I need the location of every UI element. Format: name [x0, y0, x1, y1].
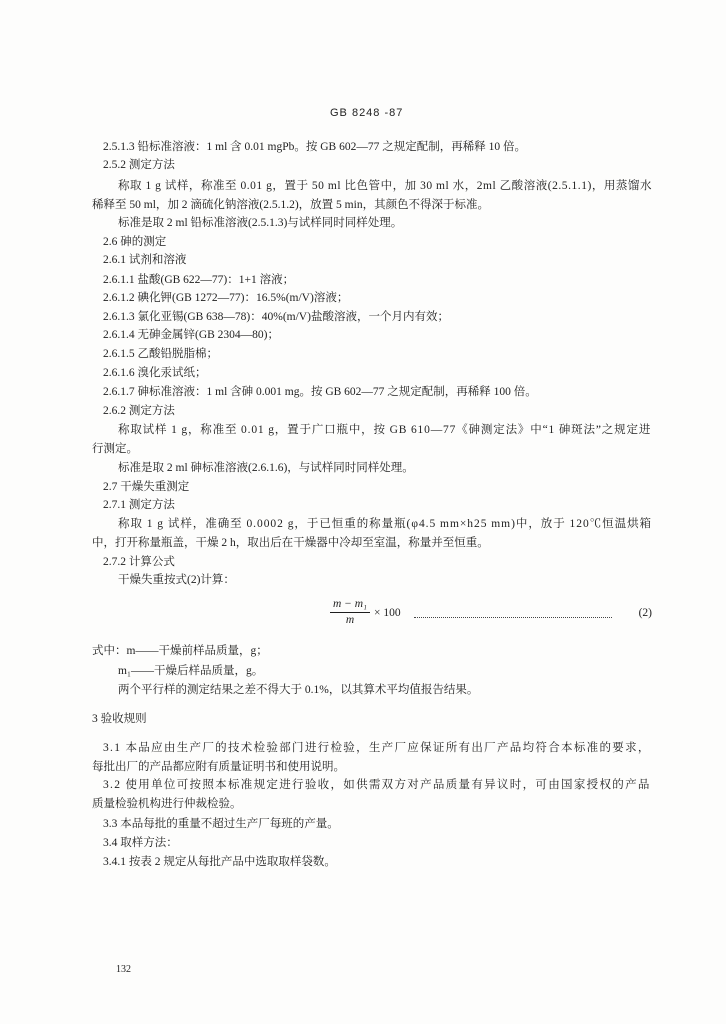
paragraph-line: 稀释至 50 ml，加 2 滴硫化钠溶液(2.5.1.2)，放置 5 min，其颜色不得深于标准。 [92, 199, 490, 211]
paragraph-line: 标准是取 2 ml 砷标准溶液(2.6.1.6)，与试样同时同样处理。 [118, 462, 414, 474]
reagent-item: 2.6.1.1 盐酸(GB 622—77)：1+1 溶液； [103, 274, 295, 286]
section-3-heading: 3 验收规则 [92, 713, 147, 725]
paragraph-line: 行测定。 [92, 443, 138, 455]
clause-2-6-2-heading: 2.6.2 测定方法 [103, 405, 175, 417]
paragraph-line: 称取 1 g 试样，称准至 0.01 g，置于 50 ml 比色管中，加 30 ml 水，2ml 乙酸溶液(2.5.1.1)，用蒸馏水 [118, 180, 652, 192]
reagent-item: 2.6.1.2 碘化钾(GB 1272—77)：16.5%(m/V)溶液； [103, 292, 349, 304]
leader-dots [414, 617, 612, 618]
clause-2-5-1-3: 2.5.1.3 铅标准溶液：1 ml 含 0.01 mgPb。按 GB 602—77 之规定配制，再稀释 10 倍。 [103, 141, 526, 153]
paragraph-line: 两个平行样的测定结果之差不得大于 0.1%，以其算术平均值报告结果。 [118, 684, 479, 696]
reagent-item: 2.6.1.4 无砷金属锌(GB 2304—80)； [103, 329, 280, 341]
clause-line: 3.4.1 按表 2 规定从每批产品中选取取样袋数。 [103, 856, 336, 868]
reagent-item: 2.6.1.5 乙酸铅脱脂棉； [103, 348, 218, 360]
clause-paragraph-line: 每批出厂的产品都应附有质量证明书和使用说明。 [92, 761, 345, 773]
section-2-7-heading: 2.7 干燥失重测定 [103, 481, 190, 493]
clause-paragraph-line: 质量检验机构进行仲裁检验。 [92, 798, 242, 810]
variable-definition: 式中：m——干燥前样品质量，g； [92, 645, 268, 657]
paragraph-line: 称取 1 g 试样，准确至 0.0002 g，于已恒重的称量瓶(φ4.5 mm×h25 mm)中，放于 120℃恒温烘箱 [118, 518, 652, 530]
clause-line: 3.4 取样方法： [103, 837, 178, 849]
section-2-6-heading: 2.6 砷的测定 [103, 236, 167, 248]
paragraph-line: 称取试样 1 g，称准至 0.01 g，置于广口瓶中，按 GB 610—77《砷测定法》中“1 砷斑法”之规定进 [118, 424, 652, 436]
clause-2-5-2-heading: 2.5.2 测定方法 [103, 159, 175, 171]
variable-definition: m₁——干燥后样品质量，g。 [118, 665, 264, 677]
formula-denominator: m [345, 614, 355, 626]
clause-2-7-1-heading: 2.7.1 测定方法 [103, 499, 175, 511]
standard-number-header: GB 8248 -87 [330, 107, 404, 119]
paragraph-line: 中，打开称量瓶盖，干燥 2 h，取出后在干燥器中冷却至室温，称量并至恒重。 [92, 537, 489, 549]
formula-multiplier: × 100 [374, 607, 401, 619]
clause-2-7-2-heading: 2.7.2 计算公式 [103, 556, 175, 568]
formula-fraction [330, 598, 370, 627]
equation-number: (2) [638, 607, 652, 619]
reagent-item: 2.6.1.6 溴化汞试纸； [103, 367, 207, 379]
clause-paragraph-line: 3.2 使用单位可按照本标准规定进行验收，如供需双方对产品质量有异议时，可由国家授权的产品 [103, 779, 651, 791]
reagent-item: 2.6.1.3 氯化亚锡(GB 638—78)：40%(m/V)盐酸溶液，一个月内有效； [103, 311, 449, 323]
clause-line: 3.3 本品每批的重量不超过生产厂每班的产量。 [103, 818, 339, 830]
paragraph-line: 干燥失重按式(2)计算： [118, 574, 235, 586]
page-number: 132 [116, 964, 131, 975]
paragraph-line: 标准是取 2 ml 铅标准溶液(2.5.1.3)与试样同时同样处理。 [118, 217, 403, 229]
formula-2 [330, 598, 652, 632]
reagent-item: 2.6.1.7 砷标准溶液：1 ml 含砷 0.001 mg。按 GB 602—77 之规定配制，再稀释 100 倍。 [103, 386, 537, 398]
clause-2-6-1-heading: 2.6.1 试剂和溶液 [103, 254, 187, 266]
fraction-bar [330, 612, 370, 613]
clause-paragraph-line: 3.1 本品应由生产厂的技术检验部门进行检验，生产厂应保证所有出厂产品均符合本标准的要求， [103, 742, 651, 754]
formula-numerator: m − m₁ [332, 598, 368, 610]
